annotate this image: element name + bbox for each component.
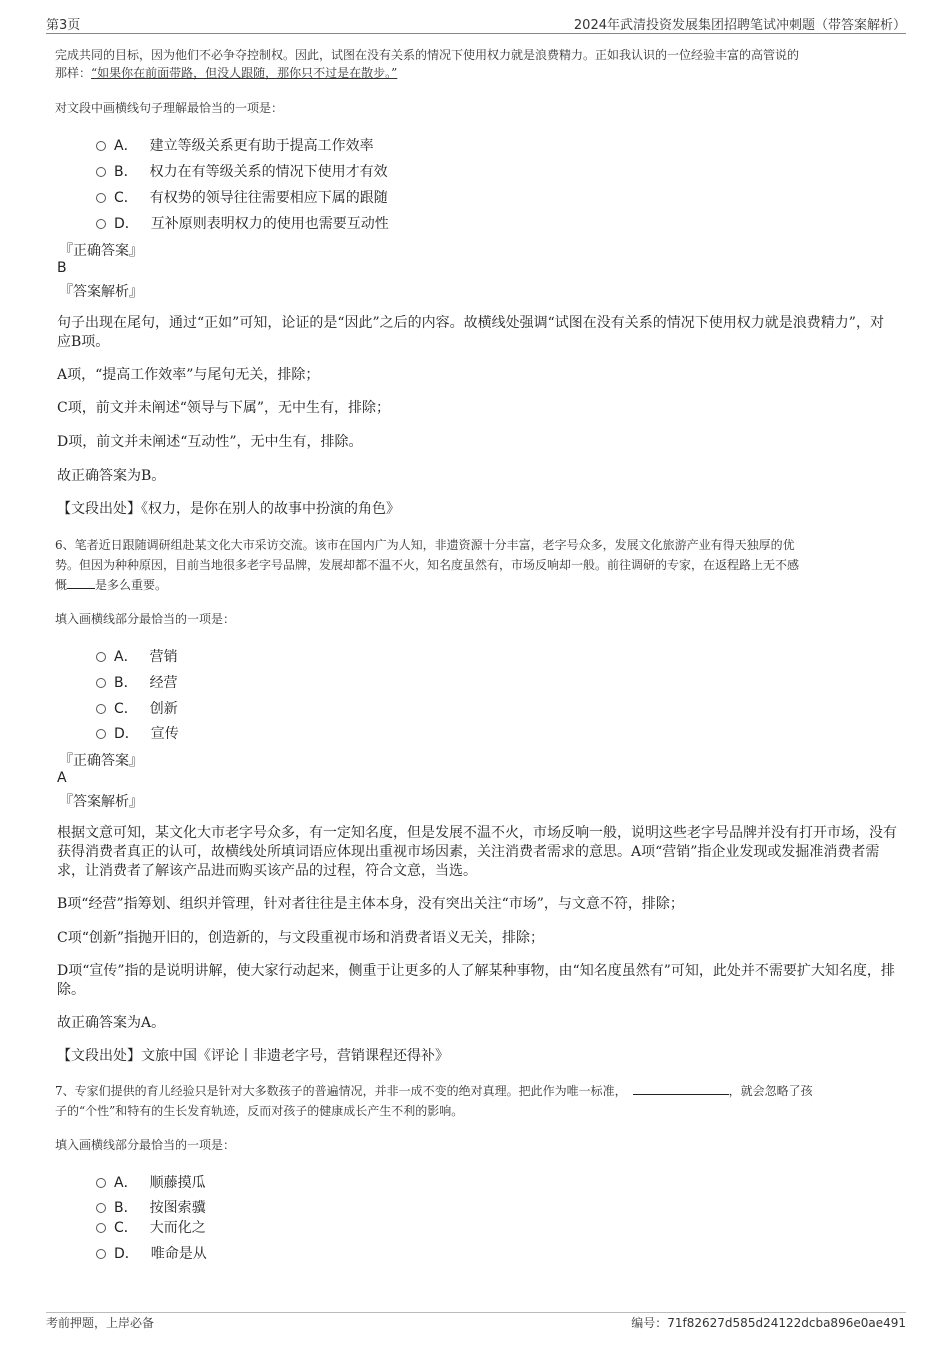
q7-prompt: 填入画横线部分最恰当的一项是： bbox=[55, 1138, 236, 1152]
q6-source: 【文段出处】文旅中国《评论丨非遗老字号，营销课程还得补》 bbox=[57, 1048, 449, 1064]
radio-icon[interactable] bbox=[96, 704, 106, 714]
q7-option-a[interactable]: A． 顺藤摸瓜 bbox=[96, 1172, 206, 1192]
q6-option-b[interactable]: B． 经营 bbox=[96, 672, 178, 692]
q5-source: 【文段出处】《权力，是你在别人的故事中扮演的角色》 bbox=[57, 501, 400, 517]
q6-line2: 势。但因为种种原因，目前当地很多老字号品牌，发展却都不温不火，知名度虽然有，市场反响却一般。前往调研的专家，在返程路上无不感 bbox=[55, 558, 800, 572]
q5-underlined-sentence: “如果你在前面带路，但没人跟随，那你只不过是在散步。” bbox=[91, 66, 398, 80]
q6-line1: 6、笔者近日跟随调研组赴某文化大市采访交流。该市在国内广为人知，非遗资源十分丰富，老字号众多，发展文化旅游产业有得天独厚的优 bbox=[55, 538, 795, 552]
q5-option-b[interactable]: B． 权力在有等级关系的情况下使用才有效 bbox=[96, 161, 388, 181]
radio-icon[interactable] bbox=[96, 1203, 106, 1213]
q7-option-b[interactable]: B． 按图索骥 bbox=[96, 1197, 206, 1217]
q6-analysis-label: 『答案解析』 bbox=[59, 794, 143, 810]
q5-option-d[interactable]: D． 互补原则表明权力的使用也需要互动性 bbox=[96, 213, 389, 233]
q6-analysis-p3: C项“创新”指抛开旧的，创造新的，与文段重视市场和消费者语义无关，排除； bbox=[57, 930, 545, 946]
q6-option-a[interactable]: A． 营销 bbox=[96, 646, 178, 666]
q5-intro-line1: 完成共同的目标，因为他们不必争夺控制权。因此，试图在没有关系的情况下使用权力就是浪费精力。正如我认识的一位经验丰富的高管说的 bbox=[55, 48, 800, 62]
page-number: 第3页 bbox=[46, 18, 81, 33]
q5-option-c[interactable]: C． 有权势的领导往往需要相应下属的跟随 bbox=[96, 187, 388, 207]
fill-blank bbox=[633, 1094, 729, 1095]
radio-icon[interactable] bbox=[96, 729, 106, 739]
q5-analysis-p1: 句子出现在尾句，通过“正如”可知，论证的是“因此”之后的内容。故横线处强调“试图在没有关系的情况下使用权力就是浪费精力”，对应B项。 bbox=[57, 315, 884, 350]
q5-intro-line2 bbox=[55, 65, 397, 82]
q5-analysis-p2: A项，“提高工作效率”与尾句无关，排除； bbox=[57, 367, 320, 383]
header-divider bbox=[46, 33, 906, 34]
q5-analysis-p3: C项，前文并未阐述“领导与下属”，无中生有，排除； bbox=[57, 400, 391, 416]
q7-option-c[interactable]: C． 大而化之 bbox=[96, 1217, 206, 1237]
q6-option-c[interactable]: C． 创新 bbox=[96, 698, 178, 718]
radio-icon[interactable] bbox=[96, 167, 106, 177]
q6-answer-label: 『正确答案』 bbox=[59, 753, 143, 769]
radio-icon[interactable] bbox=[96, 1223, 106, 1233]
q5-analysis-p4: D项，前文并未阐述“互动性”，无中生有，排除。 bbox=[57, 434, 363, 450]
document-title: 2024年武清投资发展集团招聘笔试冲刺题（带答案解析） bbox=[573, 18, 906, 33]
q6-analysis-p2: B项“经营”指筹划、组织并管理，针对者往往是主体本身，没有突出关注“市场”，与文意不符，排除； bbox=[57, 896, 684, 912]
q6-line3: 慨 是多么重要。 bbox=[55, 578, 168, 592]
radio-icon[interactable] bbox=[96, 193, 106, 203]
radio-icon[interactable] bbox=[96, 219, 106, 229]
fill-blank bbox=[67, 588, 95, 589]
q7-line2: 子的“个性”和特有的生长发育轨迹，反而对孩子的健康成长产生不利的影响。 bbox=[55, 1104, 464, 1118]
q6-option-d[interactable]: D． 宣传 bbox=[96, 723, 179, 743]
q5-option-a[interactable]: A． 建立等级关系更有助于提高工作效率 bbox=[96, 135, 374, 155]
footer-slogan: 考前押题，上岸必备 bbox=[46, 1316, 155, 1330]
radio-icon[interactable] bbox=[96, 1178, 106, 1188]
q5-intro-prefix: 那样： bbox=[55, 66, 92, 80]
q5-analysis-p5: 故正确答案为B。 bbox=[57, 468, 166, 484]
q5-answer: B bbox=[57, 260, 67, 276]
radio-icon[interactable] bbox=[96, 141, 106, 151]
q6-answer: A bbox=[57, 770, 67, 786]
q5-answer-label: 『正确答案』 bbox=[59, 243, 143, 259]
radio-icon[interactable] bbox=[96, 678, 106, 688]
q7-option-d[interactable]: D． 唯命是从 bbox=[96, 1243, 207, 1263]
q6-analysis-p1: 根据文意可知，某文化大市老字号众多，有一定知名度，但是发展不温不火，市场反响一般，说明这些老字号品牌并没有打开市场，没有获得消费者真正的认可，故横线处所填词语应体现出重视市场因素，关注消费者需求的意思。A项“营销”指企业发现或发掘准消费者需求，让消费者了解该产品进而购买该产品的过程，符合文意，当选。 bbox=[57, 825, 897, 879]
radio-icon[interactable] bbox=[96, 652, 106, 662]
q5-prompt: 对文段中画横线句子理解最恰当的一项是： bbox=[55, 101, 284, 115]
q6-analysis-p4: D项“宣传”指的是说明讲解，使大家行动起来，侧重于让更多的人了解某种事物，由“知名度虽然有”可知，此处并不需要扩大知名度，排除。 bbox=[57, 963, 895, 998]
q7-line1: 7、专家们提供的育儿经验只是针对大多数孩子的普遍情况，并非一成不变的绝对真理。把此作为唯一标准， ，就会忽略了孩 bbox=[55, 1084, 813, 1098]
footer-doc-id: 编号：71f82627d585d24122dcba896e0ae491 bbox=[631, 1316, 906, 1330]
q6-analysis-p5: 故正确答案为A。 bbox=[57, 1015, 166, 1031]
q6-prompt: 填入画横线部分最恰当的一项是： bbox=[55, 612, 236, 626]
q5-analysis-label: 『答案解析』 bbox=[59, 284, 143, 300]
footer-divider bbox=[46, 1312, 906, 1313]
radio-icon[interactable] bbox=[96, 1249, 106, 1259]
